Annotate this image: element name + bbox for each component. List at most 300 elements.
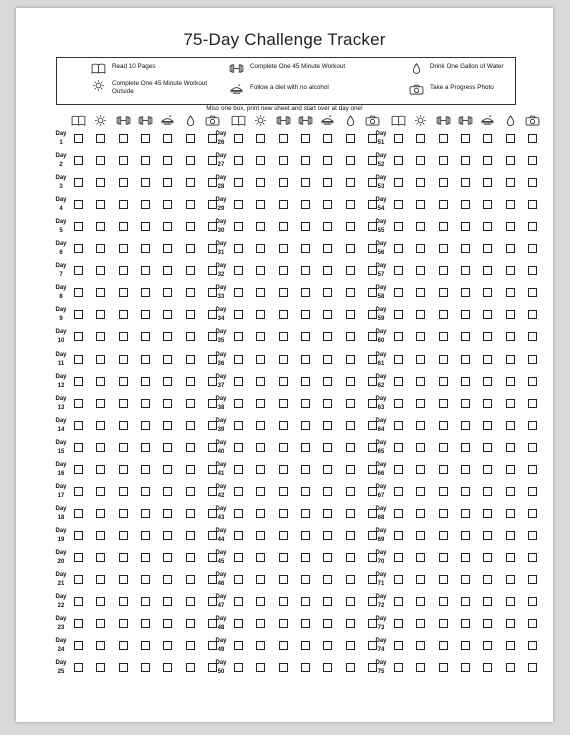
task-checkbox[interactable] xyxy=(74,597,83,606)
task-checkbox[interactable] xyxy=(119,597,128,606)
task-checkbox[interactable] xyxy=(483,244,492,253)
task-checkbox[interactable] xyxy=(528,487,537,496)
task-checkbox[interactable] xyxy=(141,641,150,650)
task-checkbox[interactable] xyxy=(96,178,105,187)
task-checkbox[interactable] xyxy=(74,134,83,143)
task-checkbox[interactable] xyxy=(394,266,403,275)
task-checkbox[interactable] xyxy=(483,377,492,386)
task-checkbox[interactable] xyxy=(163,200,172,209)
task-checkbox[interactable] xyxy=(163,663,172,672)
task-checkbox[interactable] xyxy=(119,421,128,430)
task-checkbox[interactable] xyxy=(528,443,537,452)
task-checkbox[interactable] xyxy=(416,465,425,474)
task-checkbox[interactable] xyxy=(439,377,448,386)
task-checkbox[interactable] xyxy=(74,355,83,364)
task-checkbox[interactable] xyxy=(483,156,492,165)
task-checkbox[interactable] xyxy=(186,288,195,297)
task-checkbox[interactable] xyxy=(74,399,83,408)
task-checkbox[interactable] xyxy=(279,332,288,341)
task-checkbox[interactable] xyxy=(394,487,403,496)
task-checkbox[interactable] xyxy=(163,288,172,297)
task-checkbox[interactable] xyxy=(506,244,515,253)
task-checkbox[interactable] xyxy=(256,156,265,165)
task-checkbox[interactable] xyxy=(186,200,195,209)
task-checkbox[interactable] xyxy=(528,619,537,628)
task-checkbox[interactable] xyxy=(163,355,172,364)
task-checkbox[interactable] xyxy=(186,134,195,143)
task-checkbox[interactable] xyxy=(256,641,265,650)
task-checkbox[interactable] xyxy=(234,641,243,650)
task-checkbox[interactable] xyxy=(163,531,172,540)
task-checkbox[interactable] xyxy=(141,355,150,364)
task-checkbox[interactable] xyxy=(234,266,243,275)
task-checkbox[interactable] xyxy=(506,443,515,452)
task-checkbox[interactable] xyxy=(394,244,403,253)
task-checkbox[interactable] xyxy=(461,553,470,562)
task-checkbox[interactable] xyxy=(416,553,425,562)
task-checkbox[interactable] xyxy=(279,465,288,474)
task-checkbox[interactable] xyxy=(528,553,537,562)
task-checkbox[interactable] xyxy=(119,288,128,297)
task-checkbox[interactable] xyxy=(439,288,448,297)
task-checkbox[interactable] xyxy=(461,222,470,231)
task-checkbox[interactable] xyxy=(323,266,332,275)
task-checkbox[interactable] xyxy=(163,156,172,165)
task-checkbox[interactable] xyxy=(119,244,128,253)
task-checkbox[interactable] xyxy=(279,399,288,408)
task-checkbox[interactable] xyxy=(439,244,448,253)
task-checkbox[interactable] xyxy=(141,575,150,584)
task-checkbox[interactable] xyxy=(96,266,105,275)
task-checkbox[interactable] xyxy=(234,200,243,209)
task-checkbox[interactable] xyxy=(394,663,403,672)
task-checkbox[interactable] xyxy=(394,531,403,540)
task-checkbox[interactable] xyxy=(256,421,265,430)
task-checkbox[interactable] xyxy=(141,200,150,209)
task-checkbox[interactable] xyxy=(416,134,425,143)
task-checkbox[interactable] xyxy=(394,553,403,562)
task-checkbox[interactable] xyxy=(483,443,492,452)
task-checkbox[interactable] xyxy=(483,641,492,650)
task-checkbox[interactable] xyxy=(279,575,288,584)
task-checkbox[interactable] xyxy=(416,509,425,518)
task-checkbox[interactable] xyxy=(96,156,105,165)
task-checkbox[interactable] xyxy=(323,134,332,143)
task-checkbox[interactable] xyxy=(119,553,128,562)
task-checkbox[interactable] xyxy=(96,200,105,209)
task-checkbox[interactable] xyxy=(96,487,105,496)
task-checkbox[interactable] xyxy=(483,575,492,584)
task-checkbox[interactable] xyxy=(439,465,448,474)
task-checkbox[interactable] xyxy=(323,575,332,584)
task-checkbox[interactable] xyxy=(141,244,150,253)
task-checkbox[interactable] xyxy=(416,619,425,628)
task-checkbox[interactable] xyxy=(141,421,150,430)
task-checkbox[interactable] xyxy=(528,641,537,650)
task-checkbox[interactable] xyxy=(186,509,195,518)
task-checkbox[interactable] xyxy=(301,421,310,430)
task-checkbox[interactable] xyxy=(416,443,425,452)
task-checkbox[interactable] xyxy=(346,619,355,628)
task-checkbox[interactable] xyxy=(394,178,403,187)
task-checkbox[interactable] xyxy=(186,465,195,474)
task-checkbox[interactable] xyxy=(323,641,332,650)
task-checkbox[interactable] xyxy=(323,399,332,408)
task-checkbox[interactable] xyxy=(301,509,310,518)
task-checkbox[interactable] xyxy=(279,355,288,364)
task-checkbox[interactable] xyxy=(416,663,425,672)
task-checkbox[interactable] xyxy=(279,663,288,672)
task-checkbox[interactable] xyxy=(506,156,515,165)
task-checkbox[interactable] xyxy=(119,200,128,209)
task-checkbox[interactable] xyxy=(279,509,288,518)
task-checkbox[interactable] xyxy=(279,266,288,275)
task-checkbox[interactable] xyxy=(439,134,448,143)
task-checkbox[interactable] xyxy=(439,421,448,430)
task-checkbox[interactable] xyxy=(323,465,332,474)
task-checkbox[interactable] xyxy=(279,531,288,540)
task-checkbox[interactable] xyxy=(96,421,105,430)
task-checkbox[interactable] xyxy=(394,332,403,341)
task-checkbox[interactable] xyxy=(323,619,332,628)
task-checkbox[interactable] xyxy=(461,399,470,408)
task-checkbox[interactable] xyxy=(234,421,243,430)
task-checkbox[interactable] xyxy=(528,597,537,606)
task-checkbox[interactable] xyxy=(119,465,128,474)
task-checkbox[interactable] xyxy=(119,332,128,341)
task-checkbox[interactable] xyxy=(119,222,128,231)
task-checkbox[interactable] xyxy=(506,509,515,518)
task-checkbox[interactable] xyxy=(74,619,83,628)
task-checkbox[interactable] xyxy=(323,443,332,452)
task-checkbox[interactable] xyxy=(461,619,470,628)
task-checkbox[interactable] xyxy=(163,222,172,231)
task-checkbox[interactable] xyxy=(279,244,288,253)
task-checkbox[interactable] xyxy=(256,244,265,253)
task-checkbox[interactable] xyxy=(323,222,332,231)
task-checkbox[interactable] xyxy=(256,288,265,297)
task-checkbox[interactable] xyxy=(96,641,105,650)
task-checkbox[interactable] xyxy=(141,531,150,540)
task-checkbox[interactable] xyxy=(141,134,150,143)
task-checkbox[interactable] xyxy=(506,355,515,364)
task-checkbox[interactable] xyxy=(141,377,150,386)
task-checkbox[interactable] xyxy=(256,222,265,231)
task-checkbox[interactable] xyxy=(346,531,355,540)
task-checkbox[interactable] xyxy=(141,266,150,275)
task-checkbox[interactable] xyxy=(439,266,448,275)
task-checkbox[interactable] xyxy=(439,509,448,518)
task-checkbox[interactable] xyxy=(416,200,425,209)
task-checkbox[interactable] xyxy=(279,641,288,650)
task-checkbox[interactable] xyxy=(234,465,243,474)
task-checkbox[interactable] xyxy=(394,421,403,430)
task-checkbox[interactable] xyxy=(186,244,195,253)
task-checkbox[interactable] xyxy=(74,575,83,584)
task-checkbox[interactable] xyxy=(528,222,537,231)
task-checkbox[interactable] xyxy=(461,332,470,341)
task-checkbox[interactable] xyxy=(256,575,265,584)
task-checkbox[interactable] xyxy=(483,597,492,606)
task-checkbox[interactable] xyxy=(461,355,470,364)
task-checkbox[interactable] xyxy=(163,421,172,430)
task-checkbox[interactable] xyxy=(279,619,288,628)
task-checkbox[interactable] xyxy=(96,399,105,408)
task-checkbox[interactable] xyxy=(461,663,470,672)
task-checkbox[interactable] xyxy=(96,332,105,341)
task-checkbox[interactable] xyxy=(506,310,515,319)
task-checkbox[interactable] xyxy=(439,200,448,209)
task-checkbox[interactable] xyxy=(346,244,355,253)
task-checkbox[interactable] xyxy=(483,421,492,430)
task-checkbox[interactable] xyxy=(163,443,172,452)
task-checkbox[interactable] xyxy=(301,266,310,275)
task-checkbox[interactable] xyxy=(186,377,195,386)
task-checkbox[interactable] xyxy=(256,134,265,143)
task-checkbox[interactable] xyxy=(163,509,172,518)
task-checkbox[interactable] xyxy=(346,575,355,584)
task-checkbox[interactable] xyxy=(256,377,265,386)
task-checkbox[interactable] xyxy=(506,222,515,231)
task-checkbox[interactable] xyxy=(234,222,243,231)
task-checkbox[interactable] xyxy=(301,156,310,165)
task-checkbox[interactable] xyxy=(186,421,195,430)
task-checkbox[interactable] xyxy=(394,355,403,364)
task-checkbox[interactable] xyxy=(301,288,310,297)
task-checkbox[interactable] xyxy=(416,310,425,319)
task-checkbox[interactable] xyxy=(74,288,83,297)
task-checkbox[interactable] xyxy=(528,288,537,297)
task-checkbox[interactable] xyxy=(346,509,355,518)
task-checkbox[interactable] xyxy=(439,355,448,364)
task-checkbox[interactable] xyxy=(119,156,128,165)
task-checkbox[interactable] xyxy=(346,465,355,474)
task-checkbox[interactable] xyxy=(461,575,470,584)
task-checkbox[interactable] xyxy=(346,222,355,231)
task-checkbox[interactable] xyxy=(186,597,195,606)
task-checkbox[interactable] xyxy=(96,663,105,672)
task-checkbox[interactable] xyxy=(416,266,425,275)
task-checkbox[interactable] xyxy=(119,619,128,628)
task-checkbox[interactable] xyxy=(234,288,243,297)
task-checkbox[interactable] xyxy=(461,597,470,606)
task-checkbox[interactable] xyxy=(439,178,448,187)
task-checkbox[interactable] xyxy=(394,597,403,606)
task-checkbox[interactable] xyxy=(439,663,448,672)
task-checkbox[interactable] xyxy=(439,619,448,628)
task-checkbox[interactable] xyxy=(119,487,128,496)
task-checkbox[interactable] xyxy=(416,222,425,231)
task-checkbox[interactable] xyxy=(141,222,150,231)
task-checkbox[interactable] xyxy=(74,332,83,341)
task-checkbox[interactable] xyxy=(141,332,150,341)
task-checkbox[interactable] xyxy=(323,156,332,165)
task-checkbox[interactable] xyxy=(416,355,425,364)
task-checkbox[interactable] xyxy=(323,288,332,297)
task-checkbox[interactable] xyxy=(96,575,105,584)
task-checkbox[interactable] xyxy=(506,200,515,209)
task-checkbox[interactable] xyxy=(301,597,310,606)
task-checkbox[interactable] xyxy=(346,641,355,650)
task-checkbox[interactable] xyxy=(461,134,470,143)
task-checkbox[interactable] xyxy=(323,200,332,209)
task-checkbox[interactable] xyxy=(323,663,332,672)
task-checkbox[interactable] xyxy=(186,487,195,496)
task-checkbox[interactable] xyxy=(483,663,492,672)
task-checkbox[interactable] xyxy=(234,509,243,518)
task-checkbox[interactable] xyxy=(394,200,403,209)
task-checkbox[interactable] xyxy=(119,355,128,364)
task-checkbox[interactable] xyxy=(96,619,105,628)
task-checkbox[interactable] xyxy=(96,531,105,540)
task-checkbox[interactable] xyxy=(346,200,355,209)
task-checkbox[interactable] xyxy=(119,443,128,452)
task-checkbox[interactable] xyxy=(301,178,310,187)
task-checkbox[interactable] xyxy=(279,178,288,187)
task-checkbox[interactable] xyxy=(234,597,243,606)
task-checkbox[interactable] xyxy=(279,553,288,562)
task-checkbox[interactable] xyxy=(394,619,403,628)
task-checkbox[interactable] xyxy=(256,443,265,452)
task-checkbox[interactable] xyxy=(323,310,332,319)
task-checkbox[interactable] xyxy=(323,597,332,606)
task-checkbox[interactable] xyxy=(506,332,515,341)
task-checkbox[interactable] xyxy=(483,531,492,540)
task-checkbox[interactable] xyxy=(301,200,310,209)
task-checkbox[interactable] xyxy=(279,134,288,143)
task-checkbox[interactable] xyxy=(256,399,265,408)
task-checkbox[interactable] xyxy=(119,531,128,540)
task-checkbox[interactable] xyxy=(163,244,172,253)
task-checkbox[interactable] xyxy=(416,178,425,187)
task-checkbox[interactable] xyxy=(163,266,172,275)
task-checkbox[interactable] xyxy=(506,288,515,297)
task-checkbox[interactable] xyxy=(119,663,128,672)
task-checkbox[interactable] xyxy=(163,465,172,474)
task-checkbox[interactable] xyxy=(163,377,172,386)
task-checkbox[interactable] xyxy=(439,222,448,231)
task-checkbox[interactable] xyxy=(506,178,515,187)
task-checkbox[interactable] xyxy=(279,487,288,496)
task-checkbox[interactable] xyxy=(483,332,492,341)
task-checkbox[interactable] xyxy=(74,244,83,253)
task-checkbox[interactable] xyxy=(461,531,470,540)
task-checkbox[interactable] xyxy=(74,487,83,496)
task-checkbox[interactable] xyxy=(74,443,83,452)
task-checkbox[interactable] xyxy=(394,443,403,452)
task-checkbox[interactable] xyxy=(323,531,332,540)
task-checkbox[interactable] xyxy=(186,355,195,364)
task-checkbox[interactable] xyxy=(301,355,310,364)
task-checkbox[interactable] xyxy=(141,310,150,319)
task-checkbox[interactable] xyxy=(323,553,332,562)
task-checkbox[interactable] xyxy=(186,619,195,628)
task-checkbox[interactable] xyxy=(528,134,537,143)
task-checkbox[interactable] xyxy=(301,332,310,341)
task-checkbox[interactable] xyxy=(186,266,195,275)
task-checkbox[interactable] xyxy=(301,531,310,540)
task-checkbox[interactable] xyxy=(483,553,492,562)
task-checkbox[interactable] xyxy=(119,575,128,584)
task-checkbox[interactable] xyxy=(346,355,355,364)
task-checkbox[interactable] xyxy=(234,156,243,165)
task-checkbox[interactable] xyxy=(74,553,83,562)
task-checkbox[interactable] xyxy=(141,443,150,452)
task-checkbox[interactable] xyxy=(416,156,425,165)
task-checkbox[interactable] xyxy=(186,641,195,650)
task-checkbox[interactable] xyxy=(256,266,265,275)
task-checkbox[interactable] xyxy=(323,421,332,430)
task-checkbox[interactable] xyxy=(234,575,243,584)
task-checkbox[interactable] xyxy=(301,310,310,319)
task-checkbox[interactable] xyxy=(186,222,195,231)
task-checkbox[interactable] xyxy=(234,355,243,364)
task-checkbox[interactable] xyxy=(256,465,265,474)
task-checkbox[interactable] xyxy=(234,310,243,319)
task-checkbox[interactable] xyxy=(346,332,355,341)
task-checkbox[interactable] xyxy=(96,134,105,143)
task-checkbox[interactable] xyxy=(461,288,470,297)
task-checkbox[interactable] xyxy=(163,487,172,496)
task-checkbox[interactable] xyxy=(528,156,537,165)
task-checkbox[interactable] xyxy=(416,332,425,341)
task-checkbox[interactable] xyxy=(186,310,195,319)
task-checkbox[interactable] xyxy=(256,553,265,562)
task-checkbox[interactable] xyxy=(96,244,105,253)
task-checkbox[interactable] xyxy=(96,355,105,364)
task-checkbox[interactable] xyxy=(483,200,492,209)
task-checkbox[interactable] xyxy=(74,222,83,231)
task-checkbox[interactable] xyxy=(186,531,195,540)
task-checkbox[interactable] xyxy=(506,597,515,606)
task-checkbox[interactable] xyxy=(439,531,448,540)
task-checkbox[interactable] xyxy=(439,553,448,562)
task-checkbox[interactable] xyxy=(394,310,403,319)
task-checkbox[interactable] xyxy=(528,509,537,518)
task-checkbox[interactable] xyxy=(186,156,195,165)
task-checkbox[interactable] xyxy=(346,399,355,408)
task-checkbox[interactable] xyxy=(416,377,425,386)
task-checkbox[interactable] xyxy=(439,332,448,341)
task-checkbox[interactable] xyxy=(301,443,310,452)
task-checkbox[interactable] xyxy=(256,663,265,672)
task-checkbox[interactable] xyxy=(483,465,492,474)
task-checkbox[interactable] xyxy=(163,575,172,584)
task-checkbox[interactable] xyxy=(301,222,310,231)
task-checkbox[interactable] xyxy=(439,399,448,408)
task-checkbox[interactable] xyxy=(119,399,128,408)
task-checkbox[interactable] xyxy=(461,178,470,187)
task-checkbox[interactable] xyxy=(141,178,150,187)
task-checkbox[interactable] xyxy=(119,641,128,650)
task-checkbox[interactable] xyxy=(141,509,150,518)
task-checkbox[interactable] xyxy=(163,178,172,187)
task-checkbox[interactable] xyxy=(141,663,150,672)
task-checkbox[interactable] xyxy=(506,575,515,584)
task-checkbox[interactable] xyxy=(528,575,537,584)
task-checkbox[interactable] xyxy=(301,465,310,474)
task-checkbox[interactable] xyxy=(256,619,265,628)
task-checkbox[interactable] xyxy=(461,421,470,430)
task-checkbox[interactable] xyxy=(74,465,83,474)
task-checkbox[interactable] xyxy=(96,222,105,231)
task-checkbox[interactable] xyxy=(234,487,243,496)
task-checkbox[interactable] xyxy=(74,377,83,386)
task-checkbox[interactable] xyxy=(256,597,265,606)
task-checkbox[interactable] xyxy=(256,310,265,319)
task-checkbox[interactable] xyxy=(416,487,425,496)
task-checkbox[interactable] xyxy=(141,597,150,606)
